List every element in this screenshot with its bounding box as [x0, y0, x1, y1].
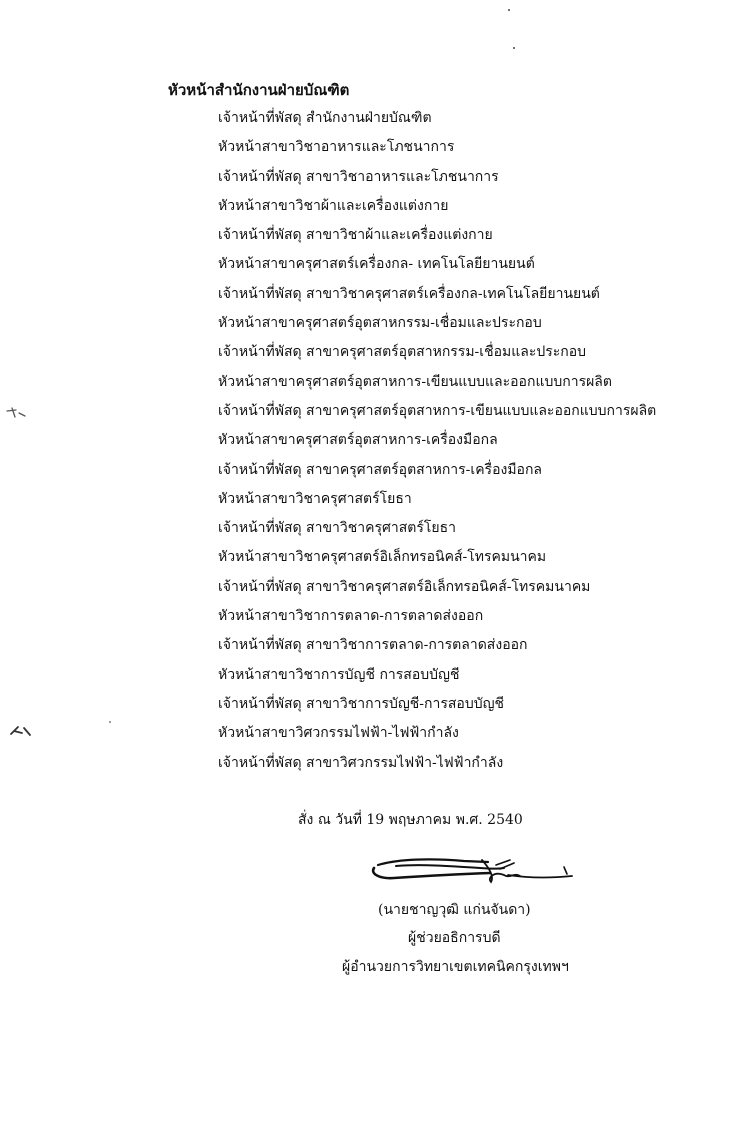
list-item: หัวหน้าสาขาวิชาผ้าและเครื่องแต่งกาย [218, 197, 449, 214]
signatory-position: ผู้อำนวยการวิทยาเขตเทคนิคกรุงเทพฯ [342, 959, 569, 975]
signatory-position: ผู้ช่วยอธิการบดี [408, 930, 501, 946]
list-item: หัวหน้าสาขาครุศาสตร์เครื่องกล- เทคโนโลยียานยนต์ [218, 256, 535, 273]
list-item: เจ้าหน้าที่พัสดุ สาขาวิศวกรรมไฟฟ้า-ไฟฟ้ากำลัง [218, 754, 504, 771]
list-item: หัวหน้าสาขาครุศาสตร์อุตสาหการ-เครื่องมือกล [218, 432, 498, 449]
list-item: หัวหน้าสาขาครุศาสตร์อุตสาหกรรม-เชื่อมและประกอบ [218, 315, 542, 332]
list-item: เจ้าหน้าที่พัสดุ สาขาวิชาอาหารและโภชนาการ [218, 168, 499, 185]
list-item: เจ้าหน้าที่พัสดุ สาขาวิชาการบัญชี-การสอบบัญชี [218, 695, 505, 712]
list-item: เจ้าหน้าที่พัสดุ สาขาครุศาสตร์อุตสาหการ-เครื่องมือกล [218, 461, 543, 478]
list-item: เจ้าหน้าที่พัสดุ สาขาวิชาครุศาสตร์โยธา [218, 520, 457, 537]
order-dateline: สั่ง ณ วันที่ 19 พฤษภาคม พ.ศ. 2540 [298, 812, 523, 828]
list-item: หัวหน้าสาขาวิชาอาหารและโภชนาการ [218, 139, 455, 156]
list-item: เจ้าหน้าที่พัสดุ สำนักงานฝ่ายบัณฑิต [218, 110, 432, 126]
list-item: หัวหน้าสาขาวิชาการตลาด-การตลาดส่งออก [218, 608, 484, 625]
list-item: เจ้าหน้าที่พัสดุ สาขาวิชาการตลาด-การตลาดส่งออก [218, 637, 528, 654]
list-item: หัวหน้าสาขาวิชาการบัญชี การสอบบัญชี [218, 666, 460, 683]
list-item: เจ้าหน้าที่พัสดุ สาขาวิชาผ้าและเครื่องแต่งกาย [218, 227, 493, 244]
list-item: หัวหน้าสาขาวิศวกรรมไฟฟ้า-ไฟฟ้ากำลัง [218, 725, 459, 742]
list-item: หัวหน้าสาขาวิชาครุศาสตร์โยธา [218, 490, 412, 507]
list-item: หัวหน้าสาขาครุศาสตร์อุตสาหการ-เขียนแบบและออกแบบการผลิต [218, 373, 612, 390]
signatory-name: (นายชาญวุฒิ แก่นจันดา) [378, 902, 531, 918]
list-item: เจ้าหน้าที่พัสดุ สาขาวิชาครุศาสตร์อิเล็กทรอนิคส์-โทรคมนาคม [218, 578, 591, 595]
scan-artifact [505, 6, 515, 16]
handwritten-signature [368, 848, 578, 896]
scan-artifact [510, 44, 520, 54]
list-item: เจ้าหน้าที่พัสดุ สาขาวิชาครุศาสตร์เครื่องกล-เทคโนโลยียานยนต์ [218, 285, 600, 302]
scan-artifact [4, 404, 30, 422]
document-heading: หัวหน้าสำนักงานฝ่ายบัณฑิต [168, 81, 350, 99]
list-item: เจ้าหน้าที่พัสดุ สาขาครุศาสตร์อุตสาหการ-เขียนแบบและออกแบบการผลิต [218, 402, 657, 419]
list-item: หัวหน้าสาขาวิชาครุศาสตร์อิเล็กทรอนิคส์-โทรคมนาคม [218, 549, 547, 566]
list-item: เจ้าหน้าที่พัสดุ สาขาครุศาสตร์อุตสาหกรรม-เชื่อมและประกอบ [218, 344, 587, 361]
recipient-list [218, 104, 656, 778]
scan-artifact [8, 722, 36, 740]
scan-artifact [106, 718, 116, 728]
